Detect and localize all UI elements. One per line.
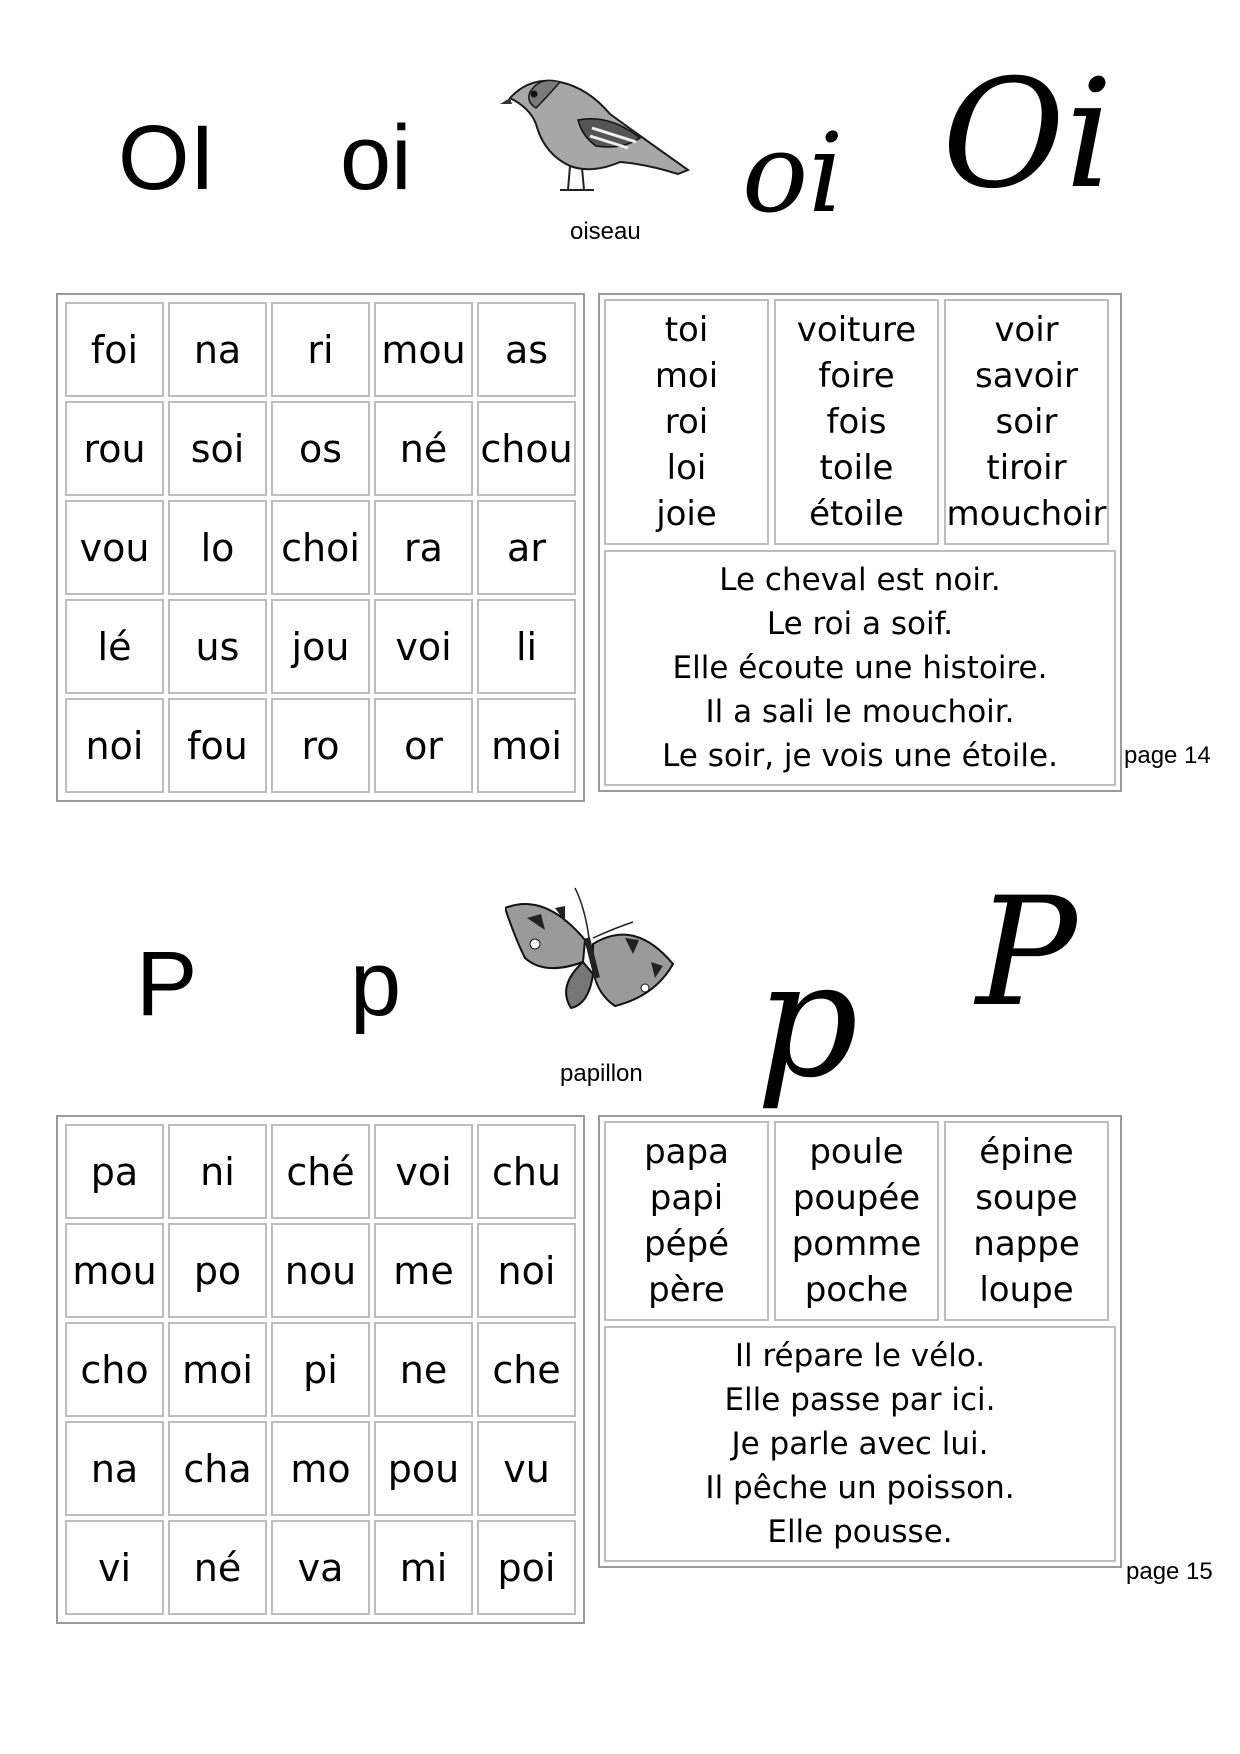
syllable-cell: noi bbox=[477, 1223, 576, 1318]
syllable-cell: nou bbox=[271, 1223, 370, 1318]
cursive-lowercase: p bbox=[756, 926, 859, 1113]
word: poupée bbox=[792, 1178, 921, 1218]
page-number: page 14 bbox=[1124, 742, 1211, 769]
word: roi bbox=[664, 402, 709, 442]
syllable-cell: as bbox=[477, 302, 576, 397]
reading-box bbox=[598, 293, 1122, 792]
grid-row bbox=[65, 1520, 576, 1615]
syllable-cell: jou bbox=[271, 599, 370, 694]
syllable-cell: moi bbox=[477, 698, 576, 793]
word-column bbox=[604, 1121, 769, 1321]
word-columns bbox=[604, 299, 1116, 545]
syllable-cell: noi bbox=[65, 698, 164, 793]
image-caption: papillon bbox=[560, 1060, 643, 1087]
syllable-cell: vi bbox=[65, 1520, 164, 1615]
syllable-cell: po bbox=[168, 1223, 267, 1318]
word: soupe bbox=[975, 1178, 1078, 1218]
grid-row bbox=[65, 401, 576, 496]
syllable-cell: va bbox=[271, 1520, 370, 1615]
sentence: Il pêche un poisson. bbox=[705, 1470, 1015, 1506]
sentence: Il répare le vélo. bbox=[734, 1338, 986, 1374]
cursive-uppercase: P bbox=[976, 866, 1077, 1040]
grid-row bbox=[65, 302, 576, 397]
syllable-cell: ro bbox=[271, 698, 370, 793]
syllable-cell: cho bbox=[65, 1322, 164, 1417]
page-number: page 15 bbox=[1126, 1558, 1213, 1585]
word-column bbox=[944, 1121, 1109, 1321]
word-column bbox=[774, 1121, 939, 1321]
word: étoile bbox=[809, 494, 904, 534]
reading-box bbox=[598, 1115, 1122, 1568]
sentence: Elle passe par ici. bbox=[724, 1382, 996, 1418]
syllable-cell: mou bbox=[374, 302, 473, 397]
word: tiroir bbox=[986, 448, 1067, 488]
syllable-cell: ra bbox=[374, 500, 473, 595]
syllable-cell: me bbox=[374, 1223, 473, 1318]
syllable-cell: voi bbox=[374, 599, 473, 694]
syllable-grid bbox=[56, 293, 585, 802]
grid-row bbox=[65, 1322, 576, 1417]
syllable-cell: us bbox=[168, 599, 267, 694]
syllable-cell: ni bbox=[168, 1124, 267, 1219]
syllable-cell: lé bbox=[65, 599, 164, 694]
syllable-cell: né bbox=[168, 1520, 267, 1615]
image-caption: oiseau bbox=[570, 218, 641, 245]
syllable-cell: poi bbox=[477, 1520, 576, 1615]
syllable-cell: vou bbox=[65, 500, 164, 595]
butterfly-icon bbox=[505, 878, 675, 1023]
grid-row bbox=[65, 1421, 576, 1516]
syllable-cell: ri bbox=[271, 302, 370, 397]
word: joie bbox=[656, 494, 717, 534]
sentence: Le soir, je vois une étoile. bbox=[662, 738, 1058, 774]
word: épine bbox=[979, 1132, 1074, 1172]
sentences-panel bbox=[604, 550, 1116, 786]
word: pomme bbox=[791, 1224, 922, 1264]
word: fois bbox=[826, 402, 887, 442]
syllable-cell: foi bbox=[65, 302, 164, 397]
word: toile bbox=[819, 448, 894, 488]
syllable-cell: ché bbox=[271, 1124, 370, 1219]
syllable-cell: mo bbox=[271, 1421, 370, 1516]
sentence: Elle écoute une histoire. bbox=[672, 650, 1048, 686]
grid-row bbox=[65, 500, 576, 595]
uppercase-letters: P bbox=[136, 933, 198, 1035]
sentence: Le cheval est noir. bbox=[719, 562, 1001, 598]
word: moi bbox=[654, 356, 719, 396]
word-column bbox=[944, 299, 1109, 545]
syllable-cell: ar bbox=[477, 500, 576, 595]
syllable-cell: vu bbox=[477, 1421, 576, 1516]
bird-icon bbox=[500, 62, 700, 210]
word: papi bbox=[649, 1178, 724, 1218]
word: pépé bbox=[644, 1224, 729, 1264]
uppercase-letters: OI bbox=[118, 107, 216, 209]
word: nappe bbox=[973, 1224, 1080, 1264]
grid-row bbox=[65, 599, 576, 694]
syllable-cell: che bbox=[477, 1322, 576, 1417]
syllable-table bbox=[61, 1120, 580, 1619]
word: voir bbox=[994, 310, 1059, 350]
lesson-p bbox=[0, 820, 1240, 1650]
syllable-cell: rou bbox=[65, 401, 164, 496]
grid-row bbox=[65, 698, 576, 793]
word: toi bbox=[664, 310, 709, 350]
syllable-cell: né bbox=[374, 401, 473, 496]
sentence: Il a sali le mouchoir. bbox=[705, 694, 1015, 730]
sentence: Le roi a soif. bbox=[766, 606, 954, 642]
syllable-cell: ne bbox=[374, 1322, 473, 1417]
word: mouchoir bbox=[946, 494, 1107, 534]
syllable-cell: moi bbox=[168, 1322, 267, 1417]
word: poche bbox=[804, 1270, 909, 1310]
word: savoir bbox=[975, 356, 1078, 396]
word: père bbox=[648, 1270, 725, 1310]
syllable-grid bbox=[56, 1115, 585, 1624]
syllable-cell: li bbox=[477, 599, 576, 694]
syllable-cell: fou bbox=[168, 698, 267, 793]
sentences-panel bbox=[604, 1326, 1116, 1562]
syllable-cell: pou bbox=[374, 1421, 473, 1516]
syllable-cell: choi bbox=[271, 500, 370, 595]
grid-row bbox=[65, 1223, 576, 1318]
sentence: Je parle avec lui. bbox=[731, 1426, 989, 1462]
syllable-cell: na bbox=[65, 1421, 164, 1516]
cursive-lowercase: oi bbox=[742, 109, 844, 237]
word-column bbox=[774, 299, 939, 545]
syllable-cell: chu bbox=[477, 1124, 576, 1219]
syllable-cell: chou bbox=[477, 401, 576, 496]
word-columns bbox=[604, 1121, 1116, 1321]
syllable-cell: mi bbox=[374, 1520, 473, 1615]
syllable-cell: mou bbox=[65, 1223, 164, 1318]
grid-row bbox=[65, 1124, 576, 1219]
word: loi bbox=[666, 448, 707, 488]
syllable-cell: cha bbox=[168, 1421, 267, 1516]
syllable-table bbox=[61, 298, 580, 797]
lowercase-letters: p bbox=[350, 933, 402, 1035]
cursive-uppercase: Oi bbox=[942, 48, 1113, 222]
syllable-cell: na bbox=[168, 302, 267, 397]
word: foire bbox=[818, 356, 895, 396]
syllable-cell: or bbox=[374, 698, 473, 793]
word: voiture bbox=[796, 310, 917, 350]
syllable-cell: pa bbox=[65, 1124, 164, 1219]
word-column bbox=[604, 299, 769, 545]
syllable-cell: soi bbox=[168, 401, 267, 496]
lesson-oi bbox=[0, 0, 1240, 800]
syllable-cell: voi bbox=[374, 1124, 473, 1219]
word: papa bbox=[644, 1132, 729, 1172]
syllable-cell: lo bbox=[168, 500, 267, 595]
word: soir bbox=[995, 402, 1058, 442]
sentence: Elle pousse. bbox=[767, 1514, 953, 1550]
lowercase-letters: oi bbox=[340, 107, 412, 209]
word: loupe bbox=[979, 1270, 1074, 1310]
word: poule bbox=[809, 1132, 904, 1172]
syllable-cell: pi bbox=[271, 1322, 370, 1417]
syllable-cell: os bbox=[271, 401, 370, 496]
